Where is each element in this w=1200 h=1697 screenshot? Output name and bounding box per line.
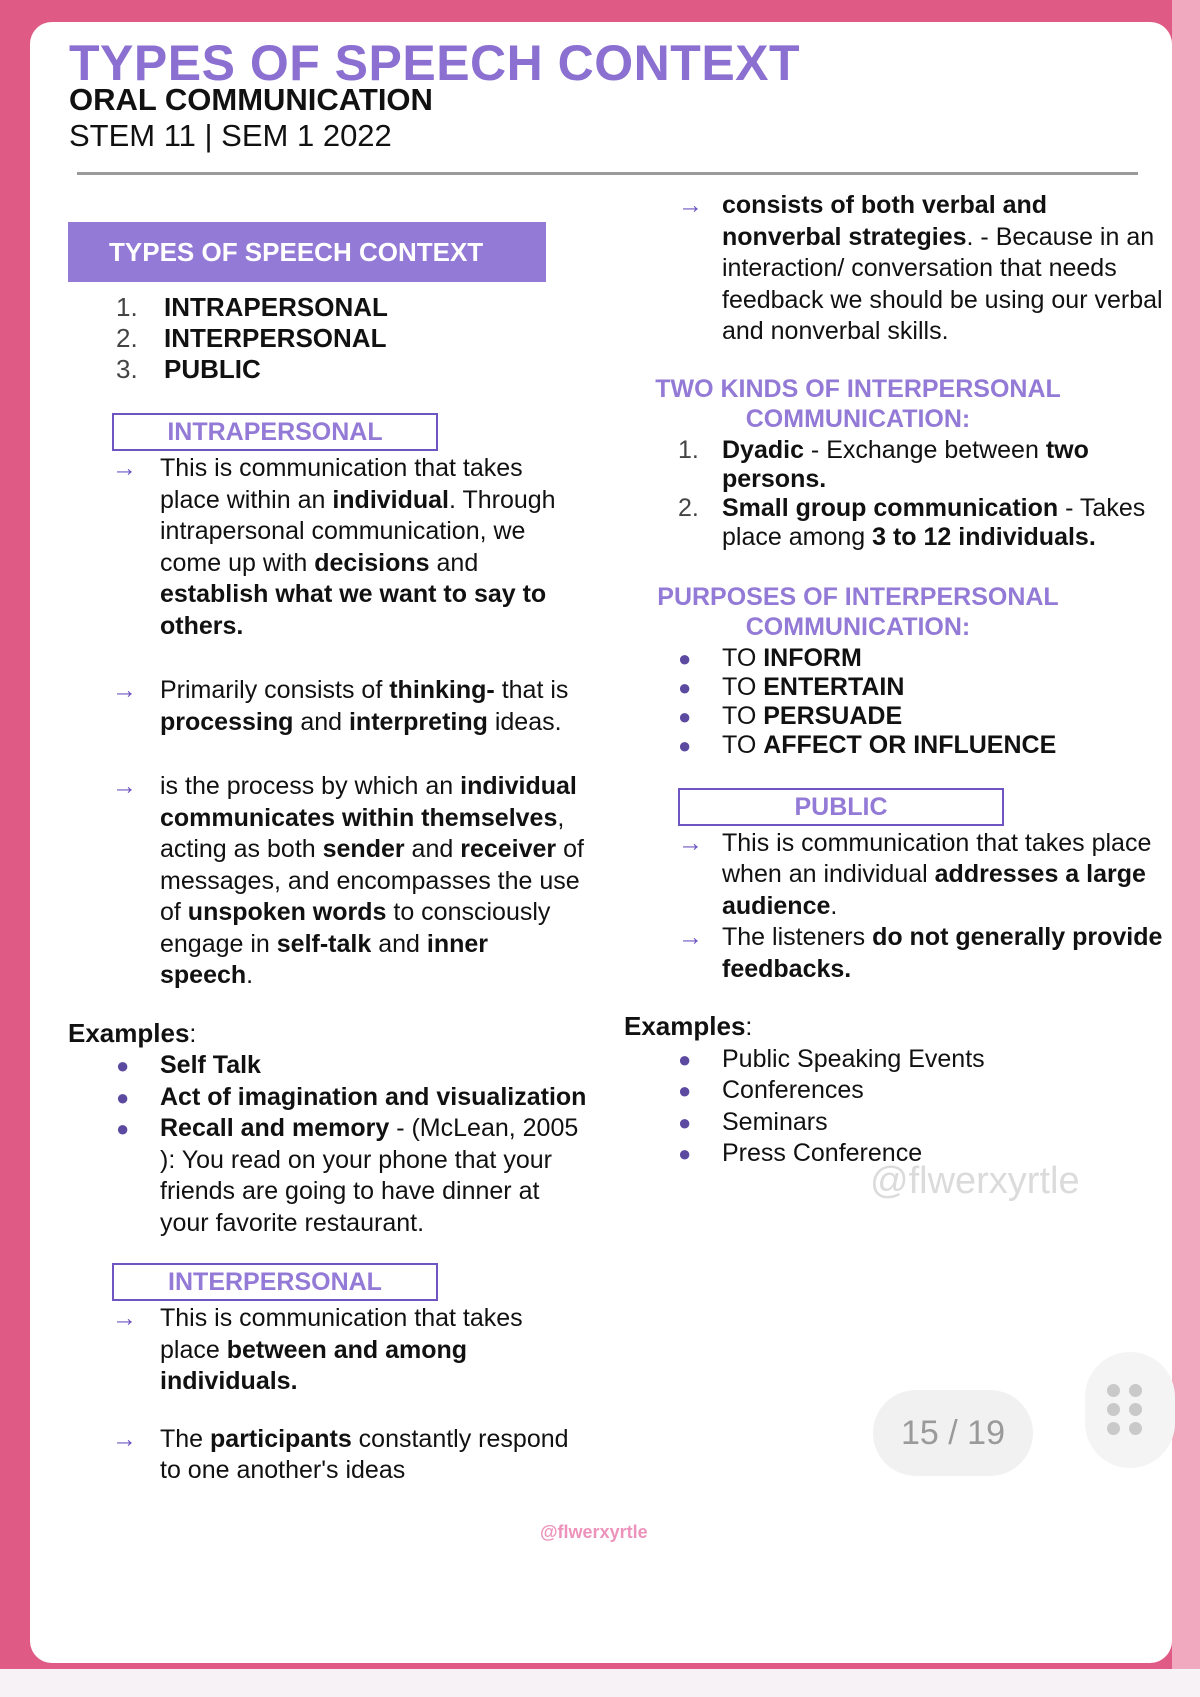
arrow-icon: → [678, 923, 703, 951]
page-indicator: 15 / 19 [873, 1390, 1033, 1476]
examples-label-row: Examples: [68, 1017, 197, 1048]
list-item: ● Act of imagination and visualization [68, 1082, 588, 1114]
watermark: @flwerxyrtle [540, 1522, 648, 1542]
list-item: → Primarily consists of thinking- that is processing and interpreting ideas. [112, 676, 569, 736]
bullet-icon: ● [678, 1046, 692, 1072]
intrapersonal-heading: INTRAPERSONAL [112, 413, 438, 451]
list-number: 1. [116, 292, 138, 322]
list-item: → is the process by which an individual communicates within themselves, acting as both sender and receiver of messages, and encompasses the use of unspoken words to consciously engage in self-talk and inner speech. [112, 772, 584, 989]
list-label: PUBLIC [164, 354, 261, 384]
bullet-icon: ● [678, 703, 692, 729]
kinds-heading: TWO KINDS OF INTERPERSONAL COMMUNICATION: [655, 374, 1061, 433]
types-list [68, 292, 588, 385]
background-strip [1172, 0, 1200, 1669]
arrow-icon: → [112, 454, 137, 482]
examples-label-row: Examples: [624, 1011, 753, 1041]
list-item: ● Public Speaking Events [648, 1044, 1168, 1076]
arrow-icon: → [112, 676, 137, 704]
list-item [68, 292, 588, 323]
left-column [68, 222, 588, 1487]
public-examples [648, 1044, 1168, 1170]
watermark: @flwerxyrtle [870, 1160, 1080, 1202]
header-divider [77, 172, 1138, 175]
public-heading: PUBLIC [678, 788, 1004, 826]
arrow-icon: → [678, 828, 703, 857]
list-item: → The listeners do not generally provide feedbacks. [678, 923, 1163, 983]
list-item [68, 354, 588, 385]
page-title: TYPES OF SPEECH CONTEXT [69, 35, 801, 91]
interpersonal-continued [648, 190, 1168, 348]
list-item: ● Recall and memory - (McLean, 2005 ): You read on your phone that your friends are going to have dinner at your favorite restaurant. [116, 1114, 579, 1237]
list-item: ● Press Conference [648, 1138, 1168, 1170]
examples-label: Examples [68, 1017, 190, 1048]
bullet-icon: ● [116, 1053, 130, 1078]
list-item: ● TO PERSUADE [678, 701, 903, 730]
list-item: → This is communication that takes place when an individual addresses a large audience. [678, 828, 1152, 920]
intrapersonal-points [68, 453, 588, 992]
arrow-icon: → [112, 1424, 137, 1453]
list-item: ● Conferences [648, 1075, 1168, 1107]
grid-dots-icon [1107, 1384, 1147, 1434]
list-item: 1. Dyadic - Exchange between two persons. [678, 435, 1089, 493]
list-item: → This is communication that takes place between and among individuals. [112, 1304, 523, 1395]
bullet-icon: ● [116, 1116, 130, 1141]
bullet-icon: ● [678, 645, 692, 671]
arrow-icon: → [112, 1304, 137, 1332]
bullet-icon: ● [678, 1109, 692, 1135]
document-page [30, 22, 1172, 1663]
spacer [68, 1398, 588, 1424]
list-item: 2. Small group communication - Takes place among 3 to 12 individuals. [678, 493, 1146, 551]
bullet-icon: ● [678, 732, 692, 758]
bottom-frame [0, 1669, 1200, 1697]
list-number: 2. [678, 493, 699, 522]
list-item: ● TO AFFECT OR INFLUENCE [678, 730, 1057, 759]
types-banner: TYPES OF SPEECH CONTEXT [68, 222, 546, 282]
purposes-list [648, 644, 1168, 760]
list-item: ● TO INFORM [678, 643, 862, 672]
list-item: → This is communication that takes place within an individual. Through intrapersonal communication, we come up with decisions and establish what we want to say to others. [112, 454, 556, 640]
list-item: → The participants constantly respond to one another's ideas [112, 1424, 569, 1484]
subject-heading: ORAL COMMUNICATION [69, 82, 433, 117]
spacer [68, 642, 588, 675]
interpersonal-heading: INTERPERSONAL [112, 1263, 438, 1301]
right-column [624, 190, 1168, 1170]
intrapersonal-examples [68, 1050, 588, 1239]
grid-view-button[interactable] [1085, 1352, 1175, 1468]
bullet-icon: ● [678, 674, 692, 700]
list-label: INTRAPERSONAL [164, 292, 388, 322]
interpersonal-points [68, 1303, 588, 1487]
list-item [68, 323, 588, 354]
arrow-icon: → [112, 772, 137, 800]
spacer [68, 738, 588, 771]
list-number: 2. [116, 323, 138, 353]
bullet-icon: ● [678, 1141, 692, 1166]
kinds-list [648, 436, 1168, 552]
bullet-icon: ● [116, 1084, 130, 1110]
purposes-heading: PURPOSES OF INTERPERSONAL COMMUNICATION: [657, 582, 1059, 641]
public-points [648, 828, 1168, 986]
list-item: ● TO ENTERTAIN [678, 672, 905, 701]
list-label: INTERPERSONAL [164, 323, 387, 353]
list-item: → consists of both verbal and nonverbal strategies. - Because in an interaction/ conversation that needs feedback we should be using our verbal and nonverbal skills. [678, 191, 1163, 345]
list-item: ● Seminars [648, 1107, 1168, 1139]
bullet-icon: ● [678, 1078, 692, 1103]
course-line: STEM 11 | SEM 1 2022 [69, 118, 392, 153]
list-number: 3. [116, 354, 138, 384]
list-number: 1. [678, 435, 699, 464]
examples-label: Examples [624, 1011, 746, 1041]
arrow-icon: → [678, 191, 703, 219]
list-item: ● Self Talk [68, 1050, 588, 1082]
